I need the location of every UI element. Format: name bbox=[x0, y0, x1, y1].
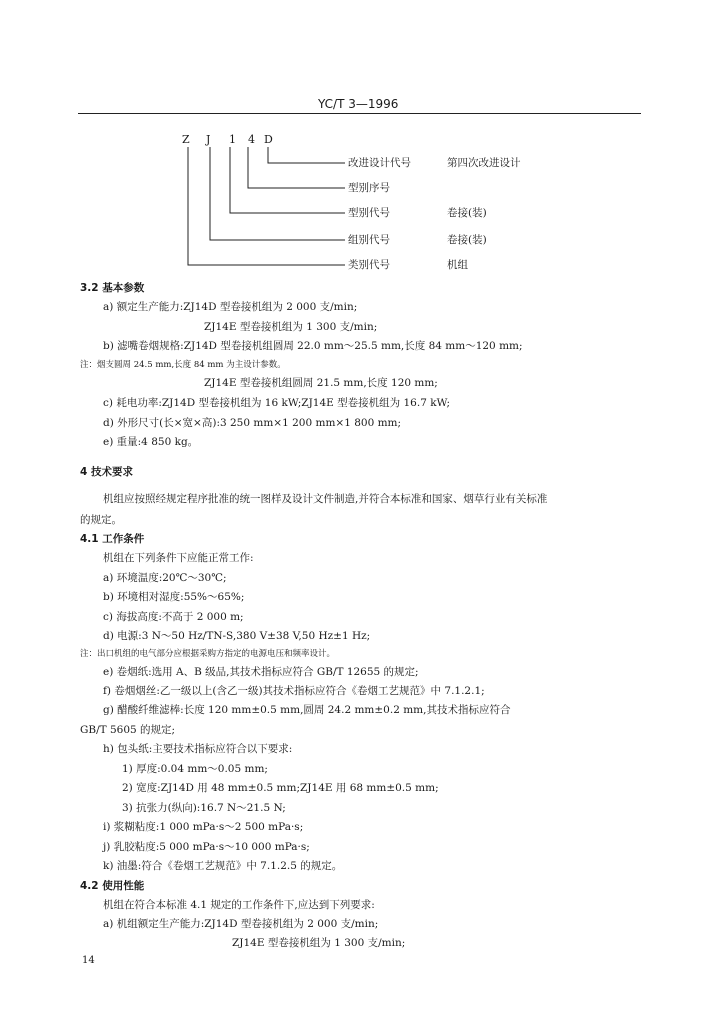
note-line: 注：出口机组的电气部分应根据采购方指定的电源电压和频率设计。 bbox=[80, 649, 336, 659]
code-letter-d: D bbox=[264, 133, 273, 146]
section-4-2-heading: 4.2 使用性能 bbox=[80, 880, 145, 892]
text-line: ZJ14E 型卷接机组为 1 300 支/min; bbox=[204, 321, 378, 333]
text-line: c) 海拔高度:不高于 2 000 m; bbox=[103, 611, 244, 623]
text-line: 2) 宽度:ZJ14D 用 48 mm±0.5 mm;ZJ14E 用 68 mm±0.5 mm; bbox=[122, 782, 439, 794]
diagram-label-type-serial: 型别序号 bbox=[348, 182, 390, 194]
diagram-value-improvement: 第四次改进设计 bbox=[447, 157, 521, 169]
text-line: ZJ14E 型卷接机组圆周 21.5 mm,长度 120 mm; bbox=[204, 377, 438, 389]
diagram-value-group: 卷接(装) bbox=[447, 234, 487, 246]
text-line: b) 环境相对湿度:55%～65%; bbox=[103, 591, 245, 603]
text-line: e) 卷烟纸:选用 A、B 级品,其技术指标应符合 GB/T 12655 的规定; bbox=[103, 666, 419, 678]
standard-code-header: YC/T 3—1996 bbox=[318, 97, 399, 111]
section-4-heading: 4 技术要求 bbox=[80, 466, 133, 478]
text-line: h) 包头纸:主要技术指标应符合以下要求: bbox=[103, 743, 293, 755]
diagram-label-type-code: 型别代号 bbox=[348, 207, 390, 219]
text-line: 的规定。 bbox=[80, 514, 122, 526]
text-line: a) 机组额定生产能力:ZJ14D 型卷接机组为 2 000 支/min; bbox=[103, 918, 379, 930]
code-letter-z: Z bbox=[182, 133, 190, 146]
diagram-label-group-code: 组别代号 bbox=[348, 234, 390, 246]
text-line: d) 电源:3 N～50 Hz/TN-S,380 V±38 V,50 Hz±1 Hz; bbox=[103, 630, 371, 642]
text-line: b) 滤嘴卷烟规格:ZJ14D 型卷接机组圆周 22.0 mm～25.5 mm,长度 84 mm～120 mm; bbox=[103, 340, 523, 352]
page-number: 14 bbox=[82, 955, 95, 966]
diagram-value-type: 卷接(装) bbox=[447, 207, 487, 219]
code-diagram-lines bbox=[0, 0, 722, 300]
note-line: 注：烟支圆周 24.5 mm,长度 84 mm 为主设计参数。 bbox=[80, 360, 286, 370]
section-3-2-heading: 3.2 基本参数 bbox=[80, 282, 145, 294]
text-line: c) 耗电功率:ZJ14D 型卷接机组为 16 kW;ZJ14E 型卷接机组为 16.7 kW; bbox=[103, 397, 450, 409]
text-line: k) 油墨:符合《卷烟工艺规范》中 7.1.2.5 的规定。 bbox=[103, 860, 343, 872]
text-line: i) 浆糊粘度:1 000 mPa·s～2 500 mPa·s; bbox=[103, 821, 304, 833]
diagram-label-improvement-code: 改进设计代号 bbox=[348, 157, 411, 169]
text-line: a) 额定生产能力:ZJ14D 型卷接机组为 2 000 支/min; bbox=[103, 301, 358, 313]
code-digit-4: 4 bbox=[248, 133, 255, 146]
text-line: j) 乳胶粘度:5 000 mPa·s～10 000 mPa·s; bbox=[103, 841, 310, 853]
code-digit-1: 1 bbox=[229, 133, 236, 146]
text-line: a) 环境温度:20℃～30℃; bbox=[103, 572, 227, 584]
text-line: 3) 抗张力(纵向):16.7 N～21.5 N; bbox=[122, 802, 286, 814]
code-letter-j: J bbox=[206, 133, 211, 146]
text-line: GB/T 5605 的规定; bbox=[80, 724, 176, 736]
text-line: 机组应按照经规定程序批准的统一图样及设计文件制造,并符合本标准和国家、烟草行业有关标准 bbox=[103, 493, 548, 505]
text-line: ZJ14E 型卷接机组为 1 300 支/min; bbox=[232, 937, 406, 949]
text-line: f) 卷烟烟丝:乙一级以上(含乙一级)其技术指标应符合《卷烟工艺规范》中 7.1.2.1; bbox=[103, 685, 485, 697]
section-4-1-heading: 4.1 工作条件 bbox=[80, 533, 145, 545]
text-line: g) 醋酸纤维滤棒:长度 120 mm±0.5 mm,圆周 24.2 mm±0.2 mm,其技术指标应符合 bbox=[103, 704, 511, 716]
text-line: e) 重量:4 850 kg。 bbox=[103, 436, 199, 448]
text-line: 1) 厚度:0.04 mm～0.05 mm; bbox=[122, 763, 268, 775]
diagram-value-category: 机组 bbox=[447, 259, 468, 271]
diagram-label-category-code: 类别代号 bbox=[348, 259, 390, 271]
text-line: 机组在符合本标准 4.1 规定的工作条件下,应达到下列要求: bbox=[103, 899, 375, 911]
text-line: d) 外形尺寸(长×宽×高):3 250 mm×1 200 mm×1 800 mm; bbox=[103, 417, 402, 429]
text-line: 机组在下列条件下应能正常工作: bbox=[103, 552, 254, 564]
